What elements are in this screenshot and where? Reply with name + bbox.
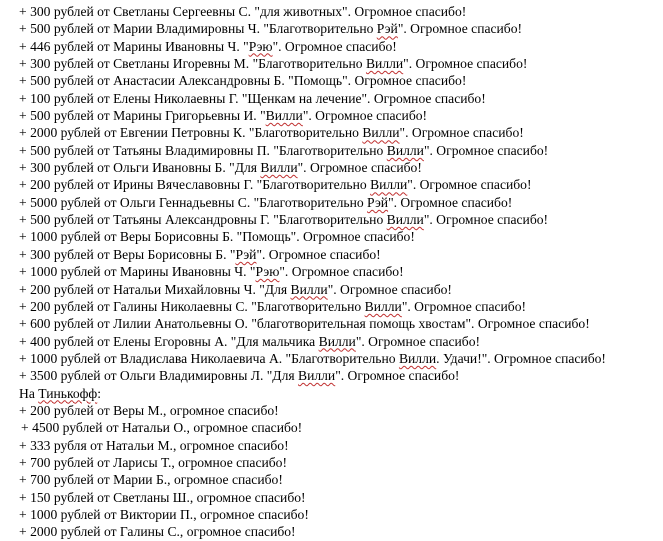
spellcheck-flagged-word: Рэю bbox=[248, 38, 273, 54]
donation-line: + 300 рублей от Светланы Игоревны М. "Благотворительно Вилли". Огромное спасибо! bbox=[19, 56, 528, 72]
spellcheck-flagged-word: Рэй bbox=[376, 21, 398, 37]
donation-line: + 600 рублей от Лилии Анатольевны О. "благотворительная помощь хвостам". Огромное спасибо! bbox=[19, 316, 590, 332]
spellcheck-flagged-word: Тинькофф bbox=[38, 385, 98, 401]
donation-line: + 2000 рублей от Евгении Петровны К. "Благотворительно Вилли". Огромное спасибо! bbox=[19, 125, 524, 141]
spellcheck-flagged-word: Вилли bbox=[370, 177, 408, 193]
donation-line: + 446 рублей от Марины Ивановны Ч. "Рэю". Огромное спасибо! bbox=[19, 38, 397, 54]
donation-line: + 500 рублей от Марии Владимировны Ч. "Благотворительно Рэй". Огромное спасибо! bbox=[19, 21, 523, 37]
spellcheck-flagged-word: Вилли bbox=[290, 281, 328, 297]
donation-line: + 3500 рублей от Ольги Владимировны Л. "Для Вилли". Огромное спасибо! bbox=[19, 368, 460, 384]
donation-line: + 200 рублей от Натальи Михайловны Ч. "Для Вилли". Огромное спасибо! bbox=[19, 281, 452, 297]
document-body bbox=[19, 3, 659, 541]
donation-line: + 700 рублей от Ларисы Т., огромное спасибо! bbox=[19, 454, 288, 470]
donation-line: + 200 рублей от Веры М., огромное спасибо! bbox=[19, 402, 279, 418]
donation-line: + 300 рублей от Веры Борисовны Б. "Рэй". Огромное спасибо! bbox=[19, 246, 381, 262]
donation-line: + 700 рублей от Марии Б., огромное спасибо! bbox=[19, 472, 283, 488]
spellcheck-flagged-word: Вилли bbox=[318, 333, 356, 349]
spellcheck-flagged-word: Рэю bbox=[255, 264, 280, 280]
spellcheck-flagged-word: Вилли bbox=[362, 125, 400, 141]
donation-line: + 2000 рублей от Галины С., огромное спасибо! bbox=[19, 524, 296, 540]
spellcheck-flagged-word: Вилли bbox=[365, 56, 404, 72]
donation-line: + 1000 рублей от Виктории П., огромное спасибо! bbox=[19, 506, 309, 522]
donation-line: + 100 рублей от Елены Николаевны Г. "Щенкам на лечение". Огромное спасибо! bbox=[19, 90, 486, 106]
spellcheck-flagged-word: Вилли bbox=[386, 212, 424, 228]
donation-line: + 1000 рублей от Марины Ивановны Ч. "Рэю". Огромное спасибо! bbox=[19, 264, 404, 280]
donation-line: + 500 рублей от Татьяны Александровны Г. "Благотворительно Вилли". Огромное спасибо! bbox=[19, 212, 549, 228]
donation-line: На Тинькофф: bbox=[19, 385, 101, 401]
donation-line: + 4500 рублей от Натальи О., огромное спасибо! bbox=[21, 420, 303, 436]
spellcheck-flagged-word: Вилли bbox=[386, 142, 424, 158]
donation-line: + 1000 рублей от Веры Борисовны Б. "Помощь". Огромное спасибо! bbox=[19, 229, 415, 245]
donation-line: + 200 рублей от Галины Николаевны С. "Благотворительно Вилли". Огромное спасибо! bbox=[19, 298, 527, 314]
donation-line: + 500 рублей от Татьяны Владимировны П. "Благотворительно Вилли". Огромное спасибо! bbox=[19, 142, 549, 158]
donation-line: + 150 рублей от Светланы Ш., огромное спасибо! bbox=[19, 489, 306, 505]
donation-line: + 400 рублей от Елены Егоровны А. "Для мальчика Вилли". Огромное спасибо! bbox=[19, 333, 481, 349]
donation-line: + 500 рублей от Марины Григорьевны И. "Вилли". Огромное спасибо! bbox=[19, 108, 428, 124]
donation-line: + 300 рублей от Ольги Ивановны Б. "Для Вилли". Огромное спасибо! bbox=[19, 160, 422, 176]
spellcheck-flagged-word: Вилли bbox=[298, 368, 336, 384]
spellcheck-flagged-word: Рэй bbox=[367, 194, 389, 210]
spellcheck-flagged-word: Вилли bbox=[265, 108, 303, 124]
spellcheck-flagged-word: Вилли bbox=[260, 160, 298, 176]
donation-line: + 1000 рублей от Владислава Николаевича А. "Благотворительно Вилли. Удачи!". Огромное спасибо! bbox=[19, 350, 606, 366]
donation-line: + 333 рубля от Натальи М., огромное спасибо! bbox=[19, 437, 289, 453]
spellcheck-flagged-word: Вилли bbox=[398, 350, 437, 366]
donation-line: + 5000 рублей от Ольги Геннадьевны С. "Благотворительно Рэй". Огромное спасибо! bbox=[19, 194, 513, 210]
donation-line: + 500 рублей от Анастасии Александровны Б. "Помощь". Огромное спасибо! bbox=[19, 73, 467, 89]
spellcheck-flagged-word: Вилли bbox=[364, 298, 402, 314]
donation-line: + 300 рублей от Светланы Сергеевны С. "для животных". Огромное спасибо! bbox=[19, 4, 467, 19]
spellcheck-flagged-word: Рэй bbox=[235, 246, 257, 262]
donation-line: + 200 рублей от Ирины Вячеславовны Г. "Благотворительно Вилли". Огромное спасибо! bbox=[19, 177, 532, 193]
